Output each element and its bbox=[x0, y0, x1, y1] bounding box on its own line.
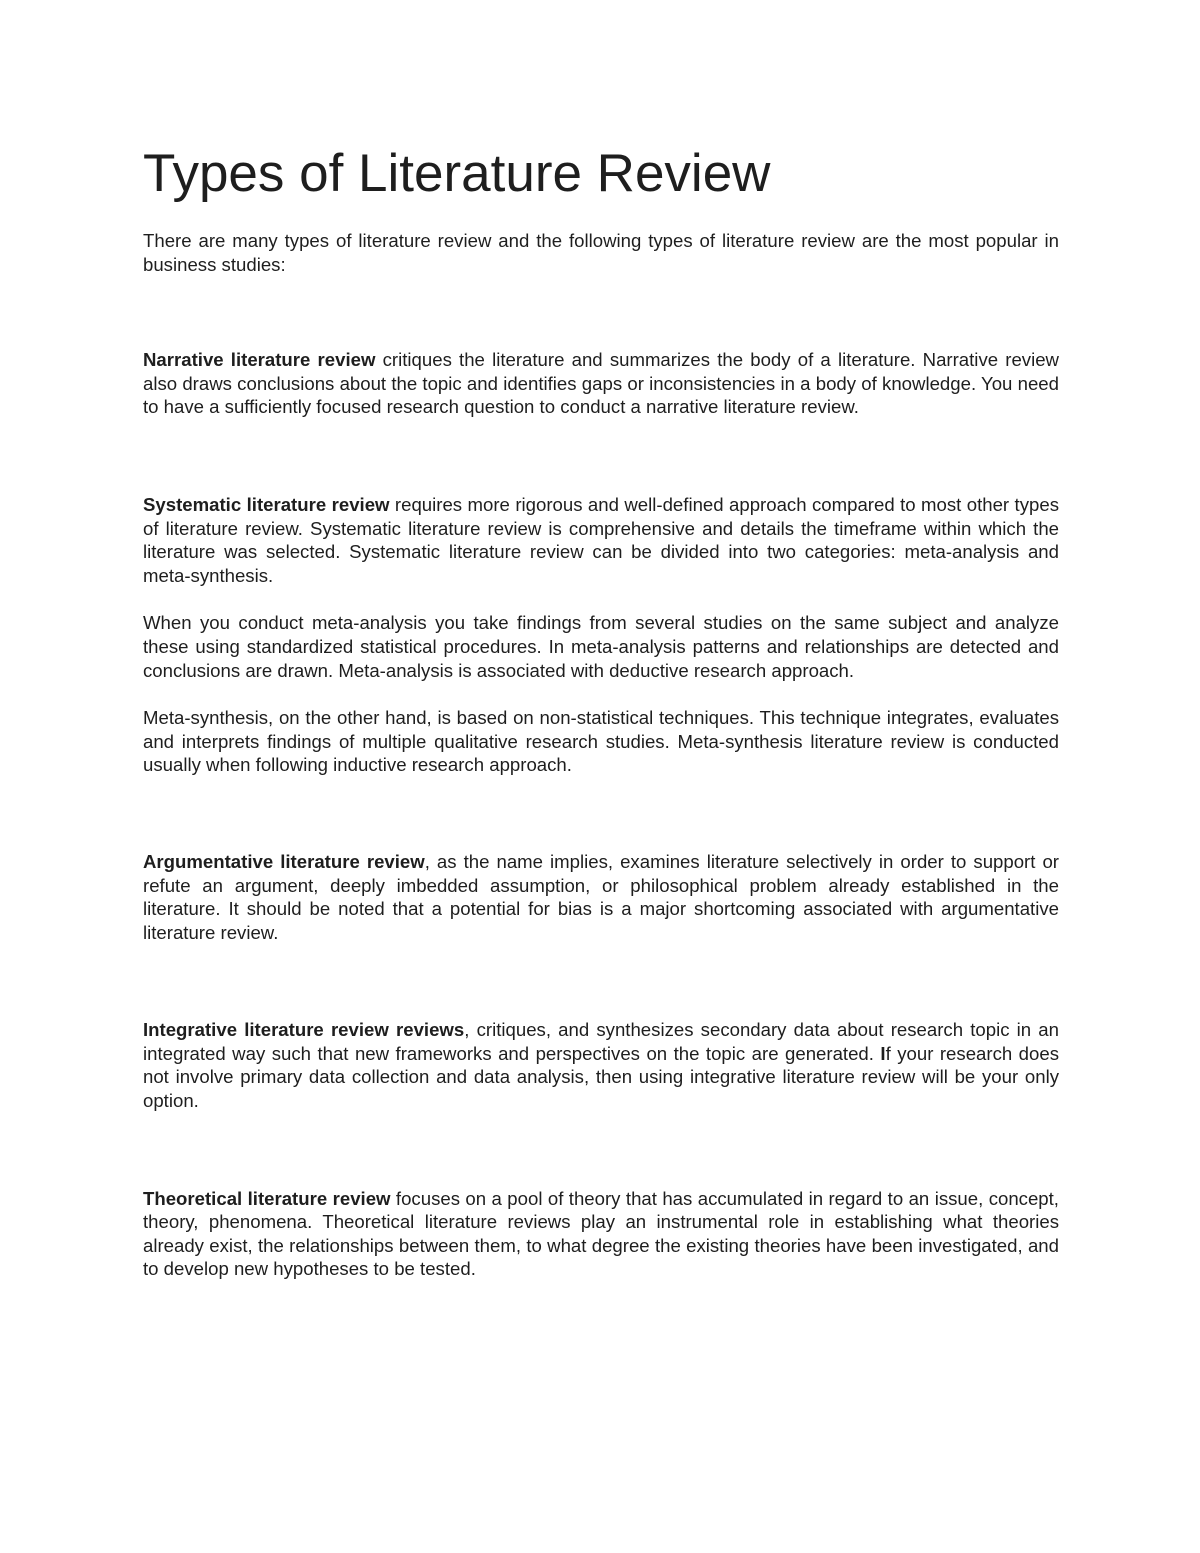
systematic-review-paragraph bbox=[143, 493, 1059, 587]
intro-paragraph: There are many types of literature review and the following types of literature review are the most popular in business studies: bbox=[143, 230, 1059, 275]
integrative-review-emphasis: I bbox=[880, 1042, 886, 1064]
integrative-review-text: , critiques, and synthesizes secondary data about research topic in an integrated way such that new frameworks and perspectives on the topic are generated. bbox=[143, 1019, 1059, 1064]
theoretical-review-paragraph bbox=[143, 1187, 1059, 1281]
theoretical-review-text: focuses on a pool of theory that has accumulated in regard to an issue, concept, theory, phenomena. Theoretical literature reviews play an instrumental role in establishing what theories already exist, the relationships between them, to what degree the existing theories have been investigated, and to develop new hypotheses to be tested. bbox=[143, 1187, 1059, 1280]
document-page bbox=[143, 138, 1059, 1281]
argumentative-review-text: , as the name implies, examines literature selectively in order to support or refute an argument, deeply imbedded assumption, or philosophical problem already established in the literature. It should be noted that a potential for bias is a major shortcoming associated with argumentative literature review. bbox=[143, 850, 1059, 943]
integrative-review-paragraph bbox=[143, 1018, 1059, 1112]
argumentative-review-term: Argumentative literature review bbox=[143, 850, 425, 872]
narrative-review-term: Narrative literature review bbox=[143, 349, 376, 371]
theoretical-review-term: Theoretical literature review bbox=[143, 1187, 391, 1209]
integrative-review-text-continued: f your research does not involve primary data collection and data analysis, then using integrative literature review will be your only option. bbox=[143, 1042, 1059, 1112]
systematic-review-term: Systematic literature review bbox=[143, 493, 390, 515]
systematic-review-text: requires more rigorous and well-defined approach compared to most other types of literature review. Systematic literature review is comprehensive and details the timeframe within which the literature was selected. Systematic literature review can be divided into two categories: meta-analysis and meta-synthesis. bbox=[143, 493, 1059, 586]
document-title: Types of Literature Review bbox=[143, 144, 771, 203]
meta-analysis-paragraph: When you conduct meta-analysis you take findings from several studies on the same subject and analyze these using standardized statistical procedures. In meta-analysis patterns and relationships are detected and conclusions are drawn. Meta-analysis is associated with deductive research approach. bbox=[143, 612, 1059, 681]
narrative-review-paragraph bbox=[143, 348, 1059, 419]
integrative-review-term: Integrative literature review reviews bbox=[143, 1019, 465, 1041]
meta-synthesis-paragraph: Meta-synthesis, on the other hand, is based on non-statistical techniques. This technique integrates, evaluates and interprets findings of multiple qualitative research studies. Meta-synthesis literature review is conducted usually when following inductive research approach. bbox=[143, 707, 1059, 776]
argumentative-review-paragraph bbox=[143, 850, 1059, 944]
narrative-review-text: critiques the literature and summarizes the body of a literature. Narrative review also draws conclusions about the topic and identifies gaps or inconsistencies in a body of knowledge. You need to have a sufficiently focused research question to conduct a narrative literature review. bbox=[143, 349, 1059, 418]
